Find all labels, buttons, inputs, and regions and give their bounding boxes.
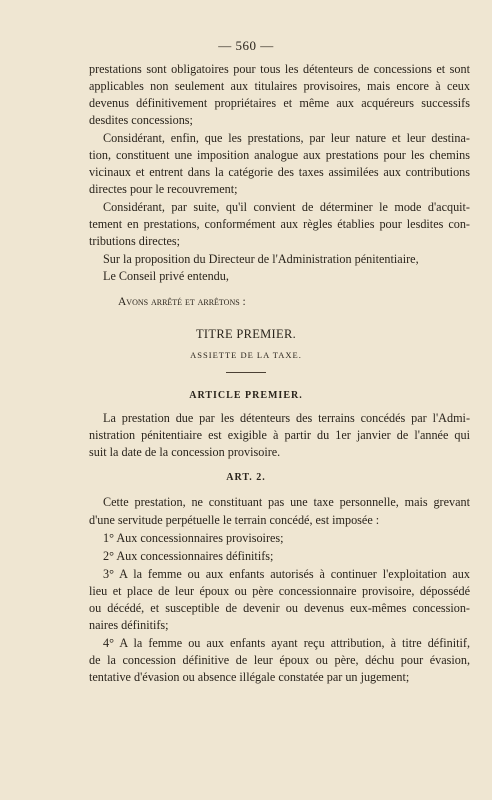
text-line: desdites concessions; bbox=[89, 113, 193, 127]
text-line: tentative d'évasion ou absence illégale constatée par un jugement; bbox=[89, 670, 410, 684]
text-line: Considérant, enfin, que les prestations, par leur nature et leur destina- bbox=[103, 131, 470, 145]
text-line: naires définitifs; bbox=[89, 618, 169, 632]
text-line: prestations sont obligatoires pour tous les détenteurs de concessions et sont bbox=[89, 62, 470, 76]
text-line: de la concession définitive de leur époux ou père, déchu pour évasion, bbox=[89, 653, 470, 667]
text-line: nistration pénitentiaire est exigible à partir du 1er janvier de l'année qui bbox=[89, 428, 470, 442]
page-number: — 560 — bbox=[218, 38, 274, 53]
text-line: vicinaux et entrent dans la catégorie des taxes assimilées aux contributions bbox=[89, 165, 470, 179]
text-line: 4° A la femme ou aux enfants ayant reçu attribution, à titre définitif, bbox=[103, 636, 470, 650]
text-line: d'une servitude perpétuelle le terrain concédé, est imposée : bbox=[89, 513, 380, 527]
text-line: tement en prestations, conformément aux règles établies pour lesdites con- bbox=[89, 217, 470, 231]
text-line: Cette prestation, ne constituant pas une taxe personnelle, mais grevant bbox=[103, 495, 470, 509]
text-line: 3° A la femme ou aux enfants autorisés à continuer l'exploitation aux bbox=[103, 567, 470, 581]
text-line: applicables non seulement aux titulaires provisoires, mais encore à ceux bbox=[89, 79, 470, 93]
separator-rule bbox=[226, 372, 266, 373]
article-2-heading: ART. 2. bbox=[226, 472, 266, 483]
text-line: suit la date de la concession provisoire. bbox=[89, 445, 281, 459]
titre-heading: TITRE PREMIER. bbox=[195, 327, 297, 341]
list-item-1: 1° Aux concessionnaires provisoires; bbox=[103, 531, 284, 545]
article-premier-heading: ARTICLE PREMIER. bbox=[189, 390, 303, 401]
text-line: La prestation due par les détenteurs des terrains concédés par l'Admi- bbox=[103, 411, 470, 425]
list-item-2: 2° Aux concessionnaires définitifs; bbox=[103, 549, 274, 563]
avons-arrete: Avons arrêté et arrêtons : bbox=[118, 296, 246, 308]
paragraph-proposition: Sur la proposition du Directeur de l'Administration pénitentiaire, bbox=[103, 252, 419, 266]
text-line: lieu et place de leur époux ou père concessionnaire provisoire, dépossédé bbox=[89, 584, 470, 598]
text-line: devenus définitivement propriétaires et même aux acquéreurs successifs bbox=[89, 96, 470, 110]
assiette-subheading: ASSIETTE DE LA TAXE. bbox=[190, 350, 302, 360]
text-line: Considérant, par suite, qu'il convient de déterminer le mode d'acquit- bbox=[103, 200, 470, 214]
text-line: tributions directes; bbox=[89, 234, 181, 248]
text-line: directes pour le recouvrement; bbox=[89, 182, 238, 196]
paragraph-conseil: Le Conseil privé entendu, bbox=[103, 269, 229, 283]
text-line: ou décédé, et susceptible de devenir ou devenus eux-mêmes concession- bbox=[89, 601, 470, 615]
text-line: tion, constituent une imposition analogue aux prestations pour les chemins bbox=[89, 148, 470, 162]
